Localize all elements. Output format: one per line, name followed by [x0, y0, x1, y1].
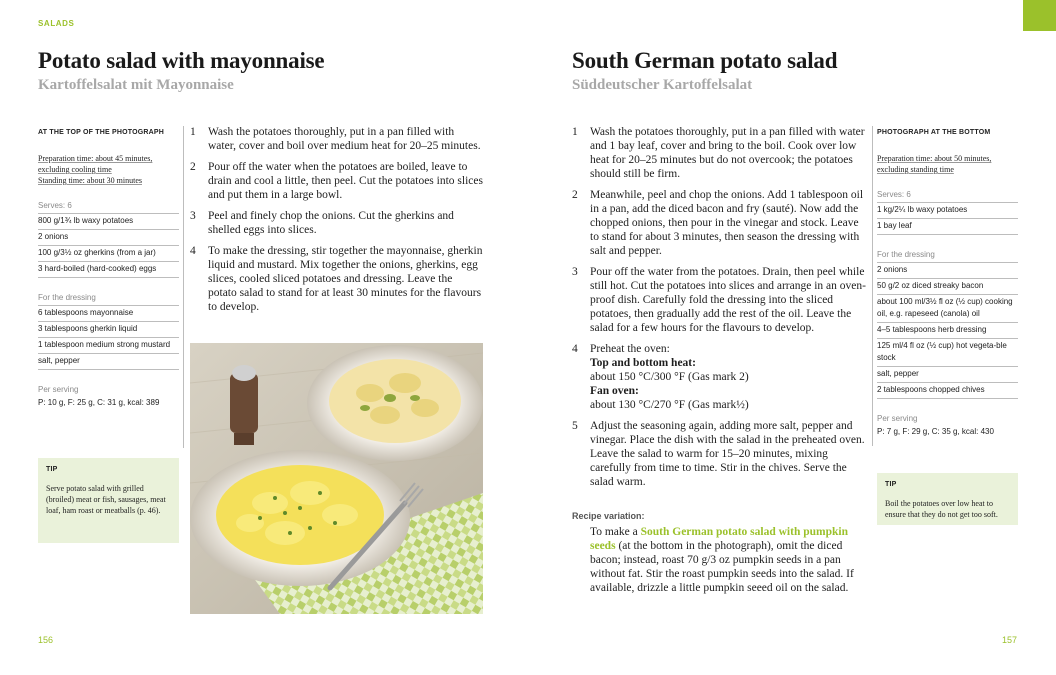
left-per-serving-label: Per serving	[38, 385, 79, 394]
right-sidebar-divider	[872, 126, 873, 446]
step	[190, 160, 483, 202]
left-serves-label: Serves: 6	[38, 201, 72, 210]
dressing-item: salt, pepper	[877, 367, 1018, 383]
step-text	[590, 342, 866, 412]
ingredient-item: 2 onions	[38, 230, 179, 246]
dressing-item: 125 ml/4 fl oz (½ cup) hot vegeta-ble stock	[877, 339, 1018, 367]
step-number: 5	[572, 420, 578, 432]
left-tip-box	[38, 458, 179, 543]
left-sidebar	[38, 127, 179, 409]
right-time-line: Preparation time: about 50 minutes,	[877, 154, 992, 163]
ingredient-item: 1 bay leaf	[877, 219, 1018, 235]
preheat-intro: Preheat the oven:	[590, 343, 670, 355]
left-times	[38, 153, 179, 186]
step	[190, 125, 483, 153]
dressing-item: 4–5 tablespoons herb dressing	[877, 323, 1018, 339]
recipe-variation	[572, 509, 866, 595]
step-text: Peel and finely chop the onions. Cut the gherkins and shelled eggs into slices.	[208, 210, 454, 236]
step-number: 4	[572, 343, 578, 355]
right-per-serving-label: Per serving	[877, 414, 918, 423]
left-dressing-list	[38, 305, 179, 370]
ingredient-item: 1 kg/2¼ lb waxy potatoes	[877, 202, 1018, 219]
left-sidebar-divider	[183, 126, 184, 448]
right-page-number: 157	[1002, 635, 1018, 645]
step	[572, 125, 866, 181]
right-steps	[572, 125, 866, 489]
right-dressing-list	[877, 262, 1018, 399]
step-text: Meanwhile, peel and chop the onions. Add 1 tablespoon oil in a pan, add the diced bacon and fry (sauté). Now add the chopped onions, then pour in the vinegar and stock. Leave to stand for about 3 minutes, then season the dressing with salt and pepper.	[590, 189, 864, 257]
left-sidebar-heading: AT THE TOP OF THE PHOTOGRAPH	[38, 129, 165, 136]
left-time-line: Preparation time: about 45 minutes,	[38, 154, 153, 163]
heat-label: Top and bottom heat:	[590, 357, 696, 369]
dressing-item: 50 g/2 oz diced streaky bacon	[877, 279, 1018, 295]
ingredient-item: 800 g/1¾ lb waxy potatoes	[38, 213, 179, 230]
step-text: Adjust the seasoning again, adding more salt, pepper and vinegar. Place the dish with the salad in the preheated oven. Leave the salad to warm for 15–20 minutes, mixing carefully from time to time. Stir in the chives. Serve the salad warm.	[590, 420, 865, 488]
step-text: Wash the potatoes thoroughly, put in a pan filled with water and 1 bay leaf, cover and bring to the boil. Cook over low heat for 20–25 minutes but do not overcook; the potatoes should still be firm.	[590, 126, 865, 180]
right-time-line: excluding standing time	[877, 165, 954, 174]
ingredient-item: 100 g/3½ oz gherkins (from a jar)	[38, 246, 179, 262]
left-page-number: 156	[38, 635, 54, 645]
variation-text	[572, 525, 866, 595]
step	[572, 188, 866, 258]
right-nutrition: P: 7 g, F: 29 g, C: 35 g, kcal: 430	[877, 427, 994, 436]
right-tip-title: TIP	[885, 481, 897, 488]
left-recipe-title: Potato salad with mayonnaise	[38, 48, 325, 73]
heat-value: about 130 °C/270 °F (Gas mark½)	[590, 399, 749, 411]
right-recipe-subtitle: Süddeutscher Kartoffelsalat	[572, 77, 753, 93]
step-number: 2	[572, 189, 578, 201]
left-ingredient-list	[38, 213, 179, 278]
right-serves-label: Serves: 6	[877, 190, 911, 199]
heat-value: about 150 °C/300 °F (Gas mark 2)	[590, 371, 749, 383]
variation-pre: To make a	[590, 526, 641, 538]
right-dressing-label: For the dressing	[877, 250, 935, 259]
left-dressing-label: For the dressing	[38, 293, 96, 302]
ingredient-item: 3 hard-boiled (hard-cooked) eggs	[38, 262, 179, 278]
step-number: 2	[190, 161, 196, 173]
dressing-item: 1 tablespoon medium strong mustard	[38, 338, 179, 354]
heat-label: Fan oven:	[590, 385, 639, 397]
dressing-item: 2 onions	[877, 262, 1018, 279]
left-steps	[190, 125, 483, 314]
left-recipe-subtitle: Kartoffelsalat mit Mayonnaise	[38, 77, 234, 93]
right-times	[877, 153, 1018, 175]
step-text: Wash the potatoes thoroughly, put in a pan filled with water, cover and boil over medium heat for 20–25 minutes.	[208, 126, 481, 152]
right-tip-box	[877, 473, 1018, 525]
step	[190, 244, 483, 314]
step	[572, 342, 866, 412]
dressing-item: salt, pepper	[38, 354, 179, 370]
left-tip-text: Serve potato salad with grilled (broiled) meat or fish, sausages, meat loaf, ham roast or meatballs (p. 46).	[46, 484, 166, 515]
dressing-item: about 100 ml/3½ fl oz (½ cup) cooking oil, e.g. rapeseed (canola) oil	[877, 295, 1018, 323]
step-text: Pour off the water when the potatoes are boiled, leave to drain and cool a little, then peel. Cut the potatoes into slices and put them in a large bowl.	[208, 161, 483, 201]
variation-highlight: South German potato salad with pumpkin seeds	[590, 526, 848, 552]
step-number: 4	[190, 245, 196, 257]
left-time-line: excluding cooling time	[38, 165, 112, 174]
step-number: 3	[572, 266, 578, 278]
step	[572, 419, 866, 489]
section-label: SALADS	[38, 19, 75, 28]
right-sidebar	[877, 127, 1018, 438]
right-recipe-title: South German potato salad	[572, 48, 838, 73]
variation-label: Recipe variation:	[572, 511, 645, 521]
step-number: 1	[572, 126, 578, 138]
step	[572, 265, 866, 335]
left-time-line: Standing time: about 30 minutes	[38, 176, 142, 185]
dressing-item: 2 tablespoons chopped chives	[877, 383, 1018, 399]
right-tip-text: Boil the potatoes over low heat to ensure that they do not get too soft.	[885, 499, 998, 519]
step-number: 1	[190, 126, 196, 138]
right-ingredient-list	[877, 202, 1018, 235]
left-tip-title: TIP	[46, 466, 58, 473]
corner-tab	[1023, 0, 1056, 31]
dressing-item: 6 tablespoons mayonnaise	[38, 305, 179, 322]
left-nutrition: P: 10 g, F: 25 g, C: 31 g, kcal: 389	[38, 398, 160, 407]
step	[190, 209, 483, 237]
variation-post: (at the bottom in the photograph), omit the diced bacon; instead, roast 70 g/3 oz pumpkin seeds in a pan without fat. Stir the roast pumpkin seeds into the salad. If available, drizzle a little pumpkin seeed oil on the salad.	[590, 540, 854, 594]
dressing-item: 3 tablespoons gherkin liquid	[38, 322, 179, 338]
step-text: To make the dressing, stir together the mayonnaise, gherkin liquid and mustard. Mix together the onions, gherkins, egg slices, cooled sliced potatoes and dressing. Leave the potato salad to stand for at least 30 minutes for the flavours to develop.	[208, 245, 483, 313]
potato-salad-photo	[190, 343, 483, 614]
step-number: 3	[190, 210, 196, 222]
right-sidebar-heading: PHOTOGRAPH AT THE BOTTOM	[877, 129, 991, 136]
step-text: Pour off the water from the potatoes. Drain, then peel while still hot. Cut the potatoes into slices and arrange in an oven-proof dish. Carefully fold the dressing into the sliced potatoes, then gradually add the rest of the oil. Leave the salad for a few hours for the flavours to develop.	[590, 266, 866, 334]
